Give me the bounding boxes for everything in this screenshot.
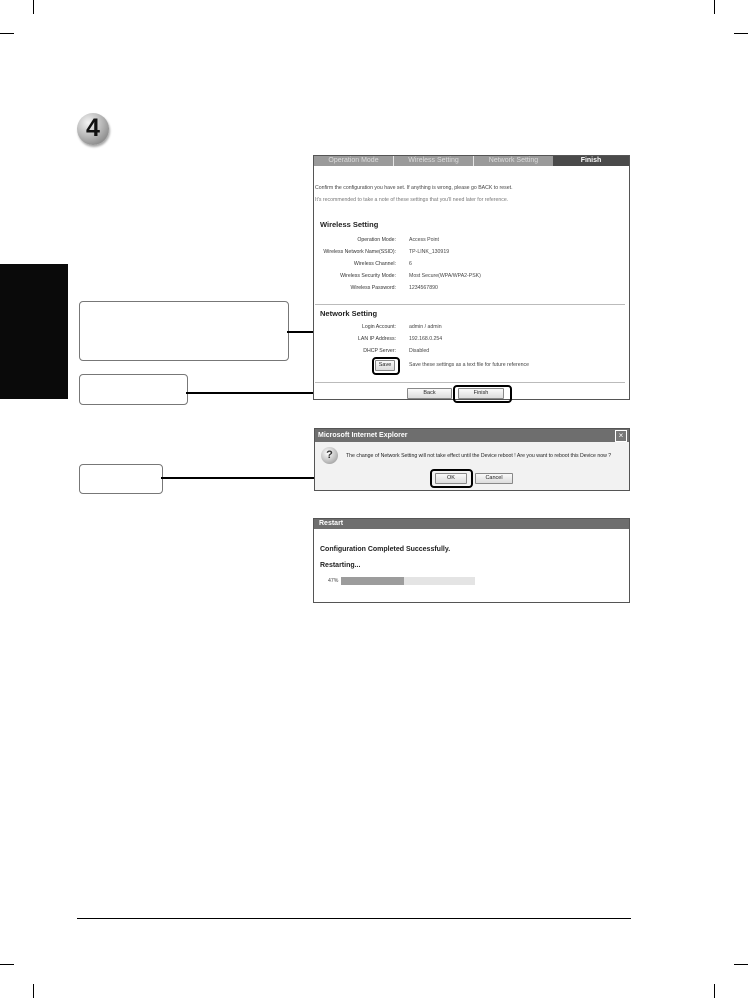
crop-mark [714, 984, 715, 998]
callout-box-save [79, 301, 289, 361]
crop-mark [33, 0, 34, 14]
section-divider [315, 304, 625, 305]
close-icon[interactable]: × [615, 430, 627, 442]
field-label: Wireless Network Name(SSID): [323, 249, 396, 255]
intro-note: It's recommended to take a note of these settings that you'll need later for reference. [315, 197, 509, 203]
dialog-message: The change of Network Setting will not take effect until the Device reboot ! Are you want to reboot this Device now ? [346, 453, 612, 459]
field-label: Wireless Security Mode: [340, 273, 396, 279]
tab-finish[interactable]: Finish [553, 156, 629, 166]
completed-message: Configuration Completed Successfully. [320, 546, 451, 553]
progress-fill [341, 577, 404, 585]
progress-bar [341, 577, 475, 585]
crop-mark [0, 33, 14, 34]
field-value: 192.168.0.254 [409, 336, 443, 342]
field-label: Operation Mode: [357, 237, 396, 243]
callout-box-ok [79, 464, 163, 494]
back-button[interactable]: Back [407, 388, 452, 399]
field-value: 1234567890 [409, 285, 438, 291]
field-label: Wireless Channel: [353, 261, 396, 267]
save-note: Save these settings as a text file for future reference [409, 362, 529, 368]
field-value: TP-LINK_130919 [409, 249, 450, 255]
dialog-title: Microsoft Internet Explorer [315, 429, 629, 442]
cancel-button[interactable]: Cancel [475, 473, 513, 484]
field-value: Most Secure(WPA/WPA2-PSK) [409, 273, 481, 279]
field-label: Login Account: [361, 324, 396, 330]
tab-network-setting[interactable]: Network Setting [488, 157, 539, 164]
field-label: DHCP Server: [363, 348, 396, 354]
field-label: Wireless Password: [350, 285, 396, 291]
crop-mark [714, 0, 715, 14]
wireless-heading: Wireless Setting [320, 220, 379, 229]
intro-text: Confirm the configuration you have set. If anything is wrong, please go BACK to reset. [315, 185, 513, 191]
section-divider [315, 382, 625, 383]
tab-operation-mode[interactable]: Operation Mode [328, 157, 379, 164]
restart-title: Restart [314, 519, 629, 529]
crop-mark [734, 964, 748, 965]
field-value: admin / admin [409, 324, 442, 330]
ok-button[interactable]: OK [435, 473, 467, 484]
footer-rule [77, 918, 631, 919]
tab-wireless-setting[interactable]: Wireless Setting [408, 157, 459, 164]
finish-button[interactable]: Finish [458, 388, 504, 399]
step-number: 4 [86, 114, 100, 142]
restarting-message: Restarting... [320, 562, 361, 569]
setup-wizard-panel [313, 155, 630, 400]
wizard-tab-bar [314, 156, 629, 166]
restart-panel [313, 518, 630, 603]
crop-mark [734, 33, 748, 34]
field-value: Disabled [409, 348, 430, 354]
save-button[interactable]: Save [375, 360, 395, 371]
question-icon: ? [321, 447, 338, 464]
crop-mark [0, 964, 14, 965]
field-value: 6 [409, 261, 412, 267]
callout-box-finish [79, 374, 188, 405]
field-value: Access Point [409, 237, 439, 243]
confirm-dialog [314, 428, 630, 491]
network-heading: Network Setting [320, 309, 378, 318]
sidebar-tab [0, 264, 68, 399]
progress-percent: 47% [328, 578, 339, 584]
crop-mark [33, 984, 34, 998]
field-label: LAN IP Address: [358, 336, 396, 342]
